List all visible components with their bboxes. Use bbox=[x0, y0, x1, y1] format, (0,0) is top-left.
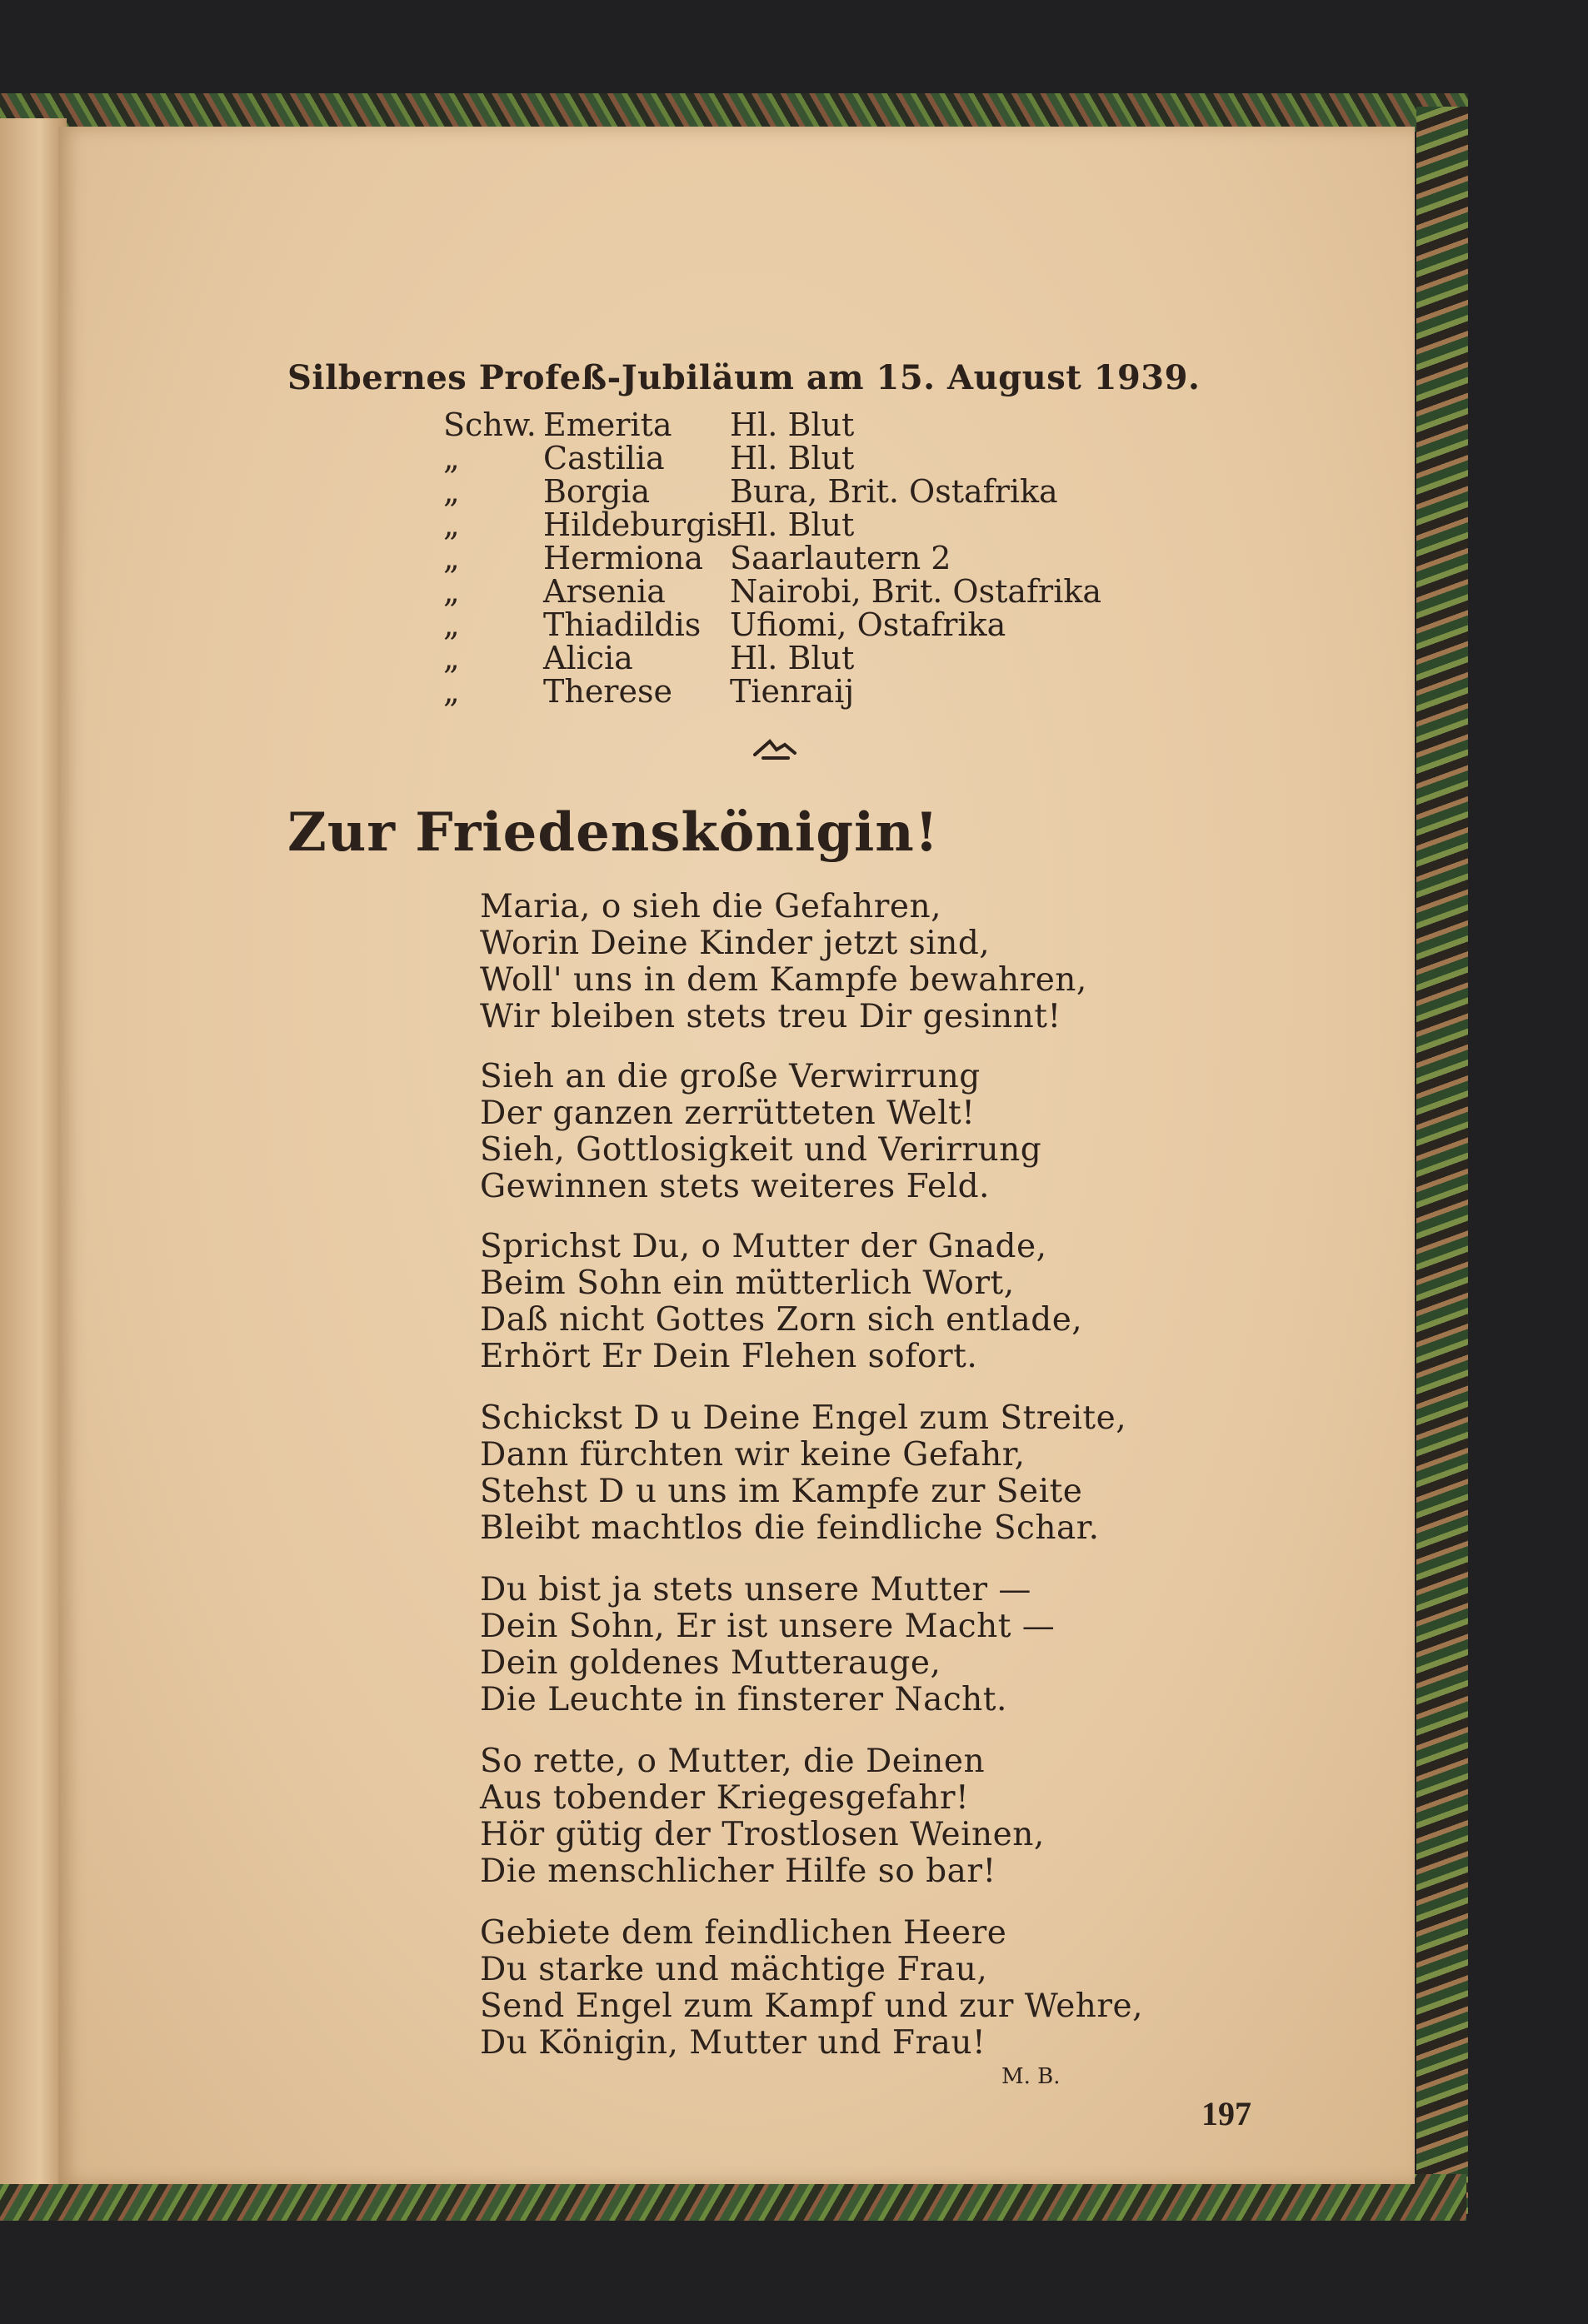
poem-line: Erhört Er Dein Flehen sofort. bbox=[480, 1338, 978, 1375]
roster-name: Hildeburgis bbox=[543, 506, 733, 543]
roster-prefix: „ bbox=[443, 540, 460, 576]
roster-place: Nairobi, Brit. Ostafrika bbox=[730, 573, 1102, 610]
poem-line: Aus tobender Kriegesgefahr! bbox=[480, 1779, 970, 1817]
poem-line: Hör gütig der Trostlosen Weinen, bbox=[480, 1816, 1045, 1853]
poem-line: Daß nicht Gottes Zorn sich entlade, bbox=[480, 1301, 1083, 1339]
roster-prefix: „ bbox=[443, 440, 460, 476]
roster-place: Hl. Blut bbox=[730, 406, 855, 443]
roster-prefix: „ bbox=[443, 573, 460, 610]
poem-line: Beim Sohn ein mütterlich Wort, bbox=[480, 1264, 1015, 1302]
roster-prefix: „ bbox=[443, 606, 460, 643]
poem-line: Woll' uns in dem Kampfe bewahren, bbox=[480, 961, 1087, 999]
roster-name: Borgia bbox=[543, 473, 651, 510]
roster-name: Arsenia bbox=[543, 573, 666, 610]
roster-name: Therese bbox=[543, 673, 672, 710]
roster-place: Hl. Blut bbox=[730, 640, 855, 676]
jubilee-heading: Silbernes Profeß-Jubiläum am 15. August 1939. bbox=[287, 358, 1201, 397]
page-number: 197 bbox=[1201, 2095, 1251, 2132]
poem-signature: M. B. bbox=[1001, 2064, 1061, 2089]
roster-place: Ufiomi, Ostafrika bbox=[730, 606, 1006, 643]
roster-name: Thiadildis bbox=[543, 606, 702, 643]
poem-line: Die menschlicher Hilfe so bar! bbox=[480, 1853, 996, 1890]
poem-line: Sieh, Gottlosigkeit und Verirrung bbox=[480, 1131, 1042, 1169]
poem-line: Wir bleiben stets treu Dir gesinnt! bbox=[480, 998, 1061, 1035]
book-page bbox=[58, 127, 1415, 2184]
roster-name: Alicia bbox=[543, 640, 633, 676]
roster-prefix: Schw. bbox=[443, 406, 537, 443]
poem-line: Dann fürchten wir keine Gefahr, bbox=[480, 1436, 1026, 1474]
section-divider-ornament-icon bbox=[752, 733, 798, 766]
poem-line: So rette, o Mutter, die Deinen bbox=[480, 1743, 986, 1780]
poem-line: Gewinnen stets weiteres Feld. bbox=[480, 1168, 990, 1205]
roster-place: Saarlautern 2 bbox=[730, 540, 951, 576]
roster-place: Tienraij bbox=[730, 673, 855, 710]
poem-line: Dein Sohn, Er ist unsere Macht — bbox=[480, 1608, 1056, 1645]
poem-line: Gebiete dem feindlichen Heere bbox=[480, 1914, 1007, 1952]
roster-prefix: „ bbox=[443, 640, 460, 676]
roster-place: Hl. Blut bbox=[730, 506, 855, 543]
poem-line: Sieh an die große Verwirrung bbox=[480, 1058, 981, 1095]
poem-line: Worin Deine Kinder jetzt sind, bbox=[480, 925, 991, 962]
roster-name: Hermiona bbox=[543, 540, 703, 576]
poem-title: Zur Friedenskönigin! bbox=[287, 801, 939, 864]
roster-place: Bura, Brit. Ostafrika bbox=[730, 473, 1058, 510]
poem-line: Bleibt machtlos die feindliche Schar. bbox=[480, 1509, 1100, 1547]
roster-place: Hl. Blut bbox=[730, 440, 855, 476]
poem-line: Du Königin, Mutter und Frau! bbox=[480, 2024, 986, 2062]
roster-prefix: „ bbox=[443, 506, 460, 543]
poem-line: Stehst D u uns im Kampfe zur Seite bbox=[480, 1473, 1083, 1510]
poem-line: Sprichst Du, o Mutter der Gnade, bbox=[480, 1228, 1047, 1265]
roster-name: Castilia bbox=[543, 440, 665, 476]
poem-line: Die Leuchte in finsterer Nacht. bbox=[480, 1681, 1007, 1718]
poem-line: Der ganzen zerrütteten Welt! bbox=[480, 1095, 976, 1132]
book-cover-right-edge bbox=[1416, 107, 1468, 2214]
roster-prefix: „ bbox=[443, 673, 460, 710]
poem-line: Maria, o sieh die Gefahren, bbox=[480, 888, 941, 925]
roster-prefix: „ bbox=[443, 473, 460, 510]
poem-line: Du starke und mächtige Frau, bbox=[480, 1951, 988, 1988]
left-page-edge bbox=[0, 118, 67, 2184]
poem-line: Du bist ja stets unsere Mutter — bbox=[480, 1571, 1031, 1608]
poem-line: Dein goldenes Mutterauge, bbox=[480, 1644, 941, 1682]
poem-line: Send Engel zum Kampf und zur Wehre, bbox=[480, 1987, 1144, 2025]
roster-name: Emerita bbox=[543, 406, 672, 443]
poem-line: Schickst D u Deine Engel zum Streite, bbox=[480, 1399, 1127, 1437]
